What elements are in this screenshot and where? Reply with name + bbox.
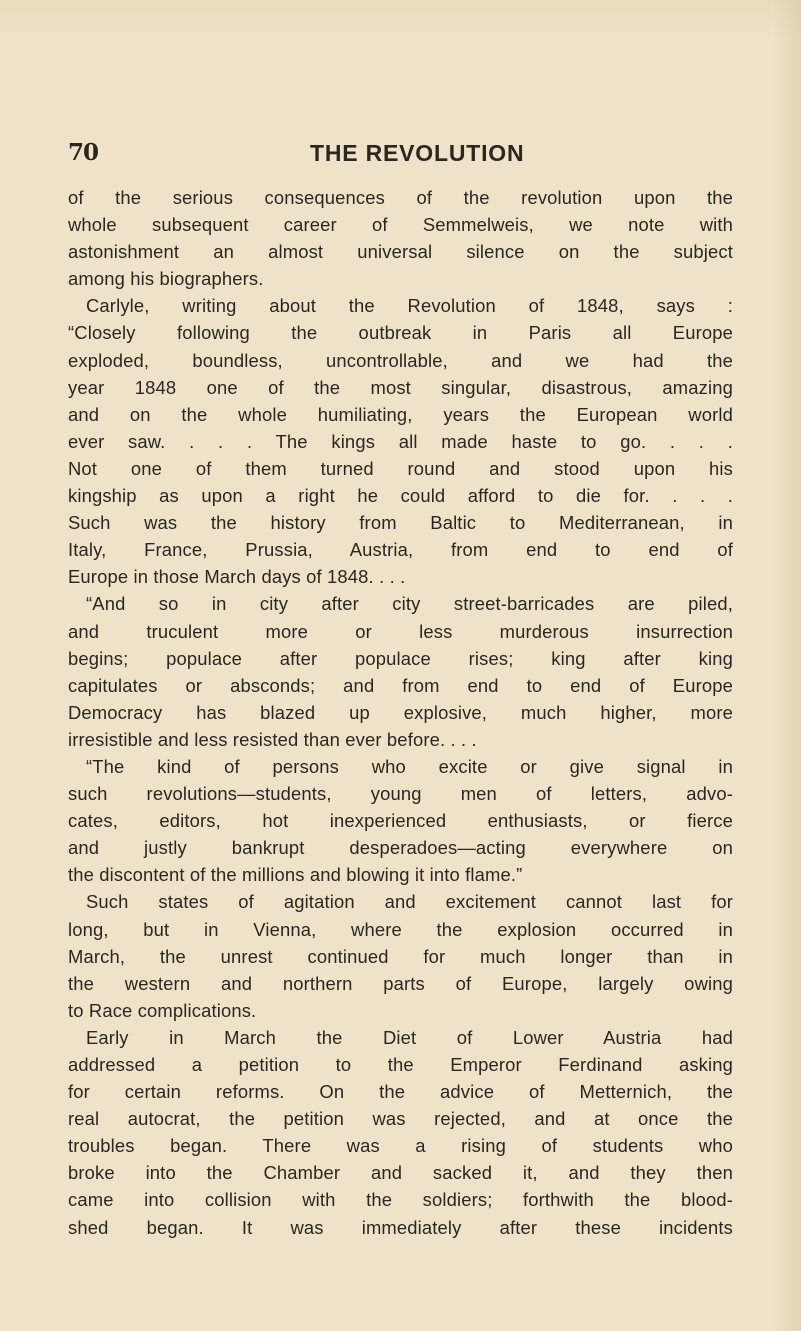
- text-line: Such states of agitation and excitement cannot last for: [86, 891, 733, 913]
- text-line: Europe in those March days of 1848. . . .: [68, 566, 406, 588]
- page-number: 70: [68, 139, 99, 166]
- text-line: Early in March the Diet of Lower Austria had: [86, 1026, 733, 1048]
- text-line: the discontent of the millions and blowing it into flame.”: [68, 864, 523, 886]
- page-edge-shading: [773, 0, 801, 1331]
- text-line: whole subsequent career of Semmelweis, we note with: [68, 214, 733, 236]
- text-line: of the serious consequences of the revolution upon the: [68, 187, 733, 208]
- text-line: cates, editors, hot inexperienced enthusiasts, or fierce: [68, 810, 733, 832]
- text-line: and on the whole humiliating, years the European world: [68, 403, 733, 425]
- text-line: begins; populace after populace rises; king after king: [68, 647, 733, 669]
- text-line: to Race complications.: [68, 999, 257, 1021]
- text-line: year 1848 one of the most singular, disastrous, amazing: [68, 376, 733, 398]
- text-line: such revolutions—students, young men of letters, advo-: [68, 783, 733, 805]
- text-line: irresistible and less resisted than ever before. . . .: [68, 728, 477, 750]
- text-line: came into collision with the soldiers; forthwith the blood-: [68, 1189, 733, 1211]
- text-line: and justly bankrupt desperadoes—acting everywhere on: [68, 837, 733, 859]
- text-line: “The kind of persons who excite or give signal in: [86, 755, 733, 777]
- text-line: real autocrat, the petition was rejected, and at once the: [68, 1108, 733, 1130]
- text-line: kingship as upon a right he could afford to die for. . . .: [68, 485, 733, 507]
- page-top-shading: [0, 0, 801, 40]
- text-line: and truculent more or less murderous insurrection: [68, 620, 733, 642]
- text-line: ever saw. . . . The kings all made haste to go. . . .: [68, 430, 733, 452]
- text-line: exploded, boundless, uncontrollable, and we had the: [68, 349, 733, 371]
- text-line: capitulates or absconds; and from end to end of Europe: [68, 674, 733, 696]
- text-line: among his biographers.: [68, 268, 264, 290]
- page-header: [68, 139, 733, 171]
- text-line: for certain reforms. On the advice of Metternich, the: [68, 1081, 733, 1103]
- text-line: troubles began. There was a rising of students who: [68, 1135, 733, 1157]
- text-line: Carlyle, writing about the Revolution of 1848, says :: [86, 295, 733, 317]
- text-line: the western and northern parts of Europe, largely owing: [68, 972, 733, 994]
- running-head: THE REVOLUTION: [310, 140, 525, 166]
- body-text: [68, 184, 733, 1241]
- text-line: broke into the Chamber and sacked it, and they then: [68, 1162, 733, 1184]
- text-line: addressed a petition to the Emperor Ferdinand asking: [68, 1054, 733, 1075]
- text-line: shed began. It was immediately after these incidents: [68, 1216, 733, 1238]
- text-line: Not one of them turned round and stood upon his: [68, 457, 733, 479]
- text-line: “And so in city after city street-barricades are piled,: [86, 593, 733, 615]
- text-line: Such was the history from Baltic to Mediterranean, in: [68, 512, 733, 534]
- text-line: Democracy has blazed up explosive, much higher, more: [68, 701, 733, 723]
- text-line: Italy, France, Prussia, Austria, from end to end of: [68, 539, 733, 561]
- text-line: “Closely following the outbreak in Paris all Europe: [68, 322, 733, 344]
- text-line: March, the unrest continued for much longer than in: [68, 945, 733, 967]
- text-line: long, but in Vienna, where the explosion occurred in: [68, 918, 733, 940]
- text-line: astonishment an almost universal silence on the subject: [68, 241, 733, 263]
